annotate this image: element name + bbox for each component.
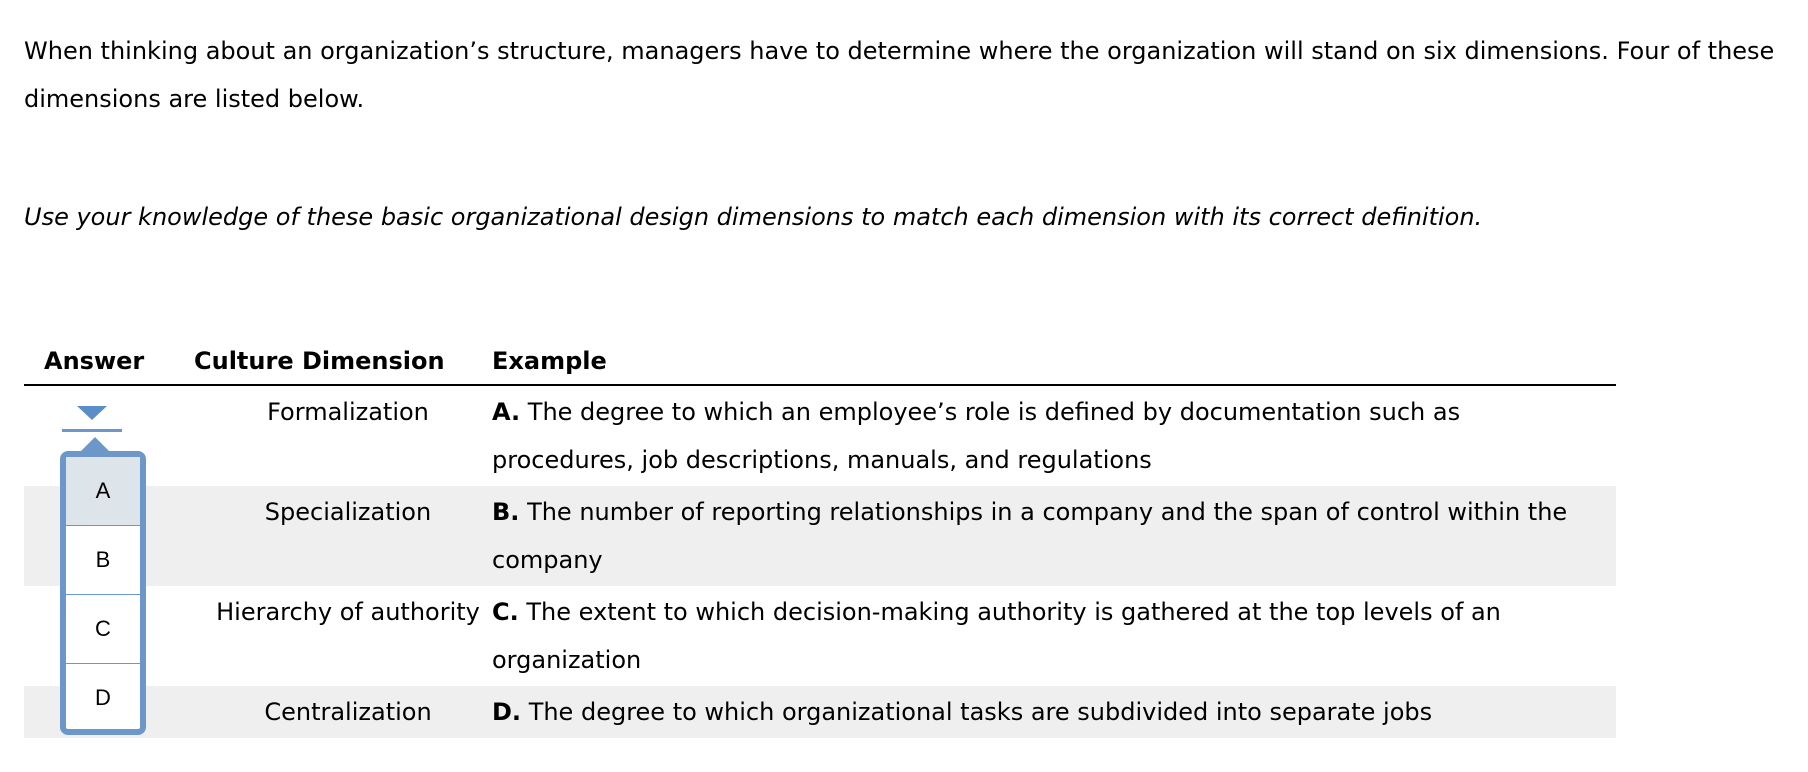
table-row <box>24 686 1616 738</box>
intro-text: When thinking about an organization’s structure, managers have to determine where the organization will stand on six dimensions. Four of these dimensions are listed below. <box>24 37 1775 113</box>
example-column-header: Example <box>492 347 607 375</box>
example-text <box>492 488 1602 584</box>
table-row <box>24 386 1616 486</box>
example-definition: The degree to which organizational tasks are subdivided into separate jobs <box>528 698 1433 726</box>
answer-column-header: Answer <box>44 347 145 375</box>
dimension-label: Specialization <box>264 498 432 526</box>
caret-down-icon <box>77 406 107 420</box>
dropdown-option-a[interactable]: A <box>66 457 140 526</box>
example-definition: The degree to which an employee’s role is defined by documentation such as procedures, job descriptions, manuals, and regulations <box>492 398 1461 474</box>
instruction-text: Use your knowledge of these basic organizational design dimensions to match each dimension with its correct definition. <box>24 203 1483 231</box>
dropdown-option-c[interactable]: C <box>66 595 140 664</box>
answer-dropdown-list <box>60 451 146 735</box>
example-definition: The extent to which decision-making authority is gathered at the top levels of an organization <box>492 598 1501 674</box>
dimension-label: Centralization <box>264 698 432 726</box>
dimension-label: Hierarchy of authority <box>216 598 480 626</box>
dropdown-option-d[interactable]: D <box>95 685 111 710</box>
example-text <box>492 688 1602 736</box>
dropdown-option-b[interactable]: B <box>66 526 140 595</box>
matching-table <box>24 340 1616 738</box>
dimension-column-header: Culture Dimension <box>194 347 445 375</box>
table-header <box>24 340 1616 386</box>
answer-dropdown[interactable] <box>62 404 122 432</box>
table-row <box>24 486 1616 586</box>
dropdown-underline <box>62 429 122 432</box>
example-text <box>492 388 1602 484</box>
dropdown-pointer <box>81 437 109 451</box>
dimension-label: Formalization <box>267 398 429 426</box>
example-definition: The number of reporting relationships in a company and the span of control within the company <box>492 498 1568 574</box>
example-letter: D. <box>492 698 522 726</box>
example-letter: C. <box>492 598 519 626</box>
example-text <box>492 588 1602 684</box>
example-letter: B. <box>492 498 520 526</box>
table-row <box>24 586 1616 686</box>
example-letter: A. <box>492 398 521 426</box>
